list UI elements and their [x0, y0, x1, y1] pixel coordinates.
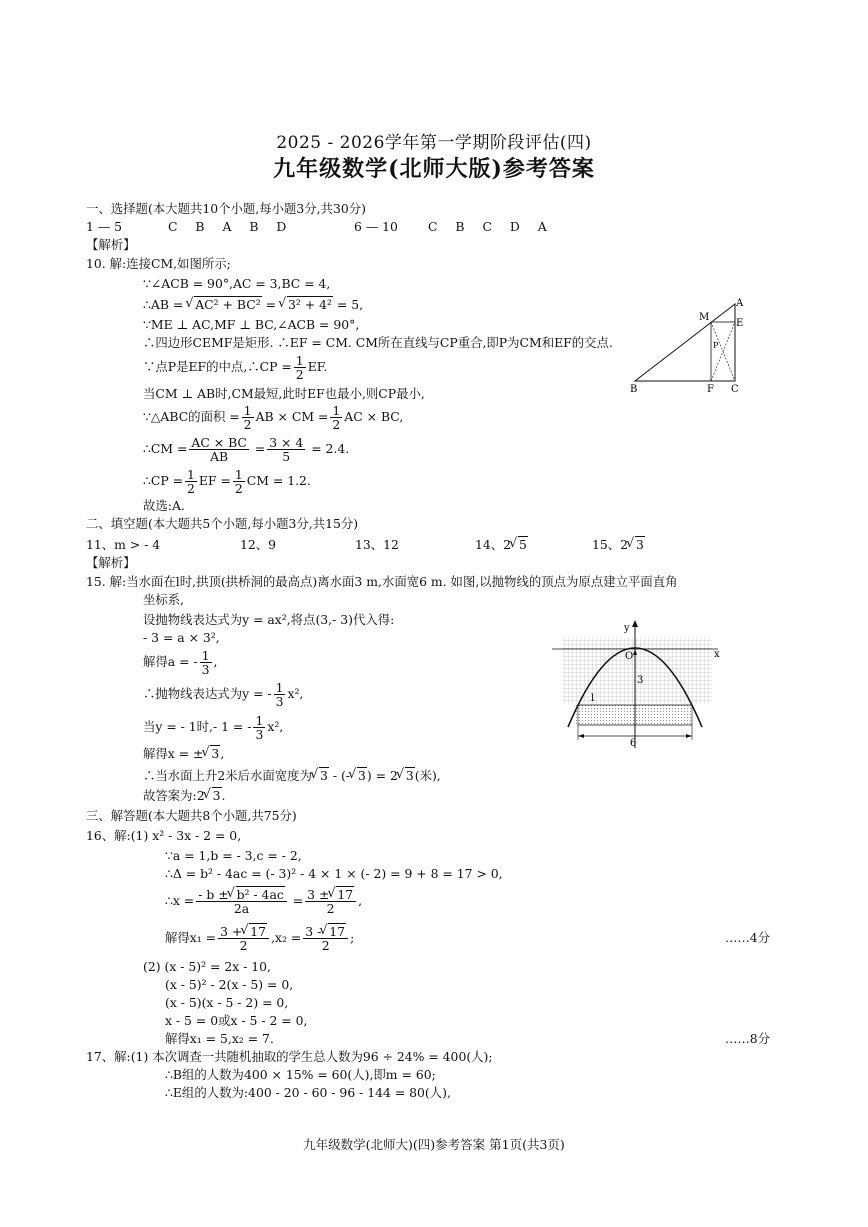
q16-line: x - 5 = 0或x - 5 - 2 = 0,	[165, 1013, 308, 1028]
q10-line: ∴四边形CEMF是矩形. ∴EF = CM. CM所在直线与CP重合,即P为CM和EF的交点.	[143, 335, 613, 350]
q17-line: ∴B组的人数为400 × 15% = 60(人),即m = 60;	[165, 1067, 436, 1082]
answers-1-5-label: 1 — 5	[86, 219, 123, 234]
page-footer: 九年级数学(北师大)(四)参考答案 第1页(共3页)	[303, 1137, 565, 1152]
sec1-heading: 一、选择题(本大题共10个小题,每小题3分,共30分)	[86, 201, 366, 216]
q10-line: ∴AB = √ AC² + BC² = √ 3² + 4² = 5,	[143, 297, 363, 313]
analysis-label: 【解析】	[86, 555, 136, 570]
q16-line: (x - 5)² - 2(x - 5) = 0,	[165, 977, 294, 992]
answer-14: 14、2√ 5	[475, 537, 528, 553]
answers-6-10-label: 6 — 10	[354, 219, 398, 234]
sec3-heading: 三、解答题(本大题共8个小题,共75分)	[86, 808, 297, 823]
q10-line: ∵△ABC的面积 = $\frac{1}{2}$ AB × CM = $\frac{1}{2}$ AC × BC,	[143, 403, 404, 432]
label-O: O	[625, 651, 634, 662]
q15-line: 当y = - 1时,- 1 = - $\frac{1}{3}$ x²,	[143, 713, 284, 742]
label-F: F	[707, 384, 714, 395]
q16-line: ∴x = $\frac{\text{- b ±√ b² - 4ac}}{2a}$ = $\frac{3 \pm√ 17}{2}$ ,	[165, 884, 362, 918]
answer-12: 12、9	[240, 537, 277, 552]
answers-6-10: C B C D A	[428, 219, 547, 234]
q15-line: ∴抛物线表达式为y = - $\frac{1}{3}$ x²,	[143, 680, 304, 709]
q16-line: ∵a = 1,b = - 3,c = - 2,	[165, 848, 302, 863]
q16-line: 解得x₁ = $\frac{3 +√ 17}{2}$ ,x₂ = $\frac{3 -√ 17}{2}$ ;	[165, 921, 354, 955]
q10-line: ∵ME ⊥ AC,MF ⊥ BC,∠ACB = 90°,	[143, 317, 360, 332]
triangle-figure	[625, 296, 750, 396]
q15-line: 15. 解:当水面在l时,拱顶(拱桥洞的最高点)离水面3 m,水面宽6 m. 如图,以抛物线的顶点为原点建立平面直角	[86, 574, 678, 589]
label-C: C	[731, 384, 739, 395]
parabola-figure	[548, 620, 728, 748]
q15-line: - 3 = a × 3²,	[143, 630, 220, 645]
answer-13: 13、12	[355, 537, 399, 552]
q15-line: 解得x = ±√ 3,	[143, 746, 224, 762]
q10-line: ∵点P是EF的中点,∴CP = $\frac{1}{2}$ EF.	[143, 353, 328, 382]
label-l: l	[591, 693, 595, 704]
sec2-heading: 二、填空题(本大题共5个小题,每小题3分,共15分)	[86, 516, 359, 531]
q15-line: 故答案为:2√ 3.	[143, 788, 225, 804]
q15-line: 解得a = - $\frac{1}{3}$ ,	[143, 648, 218, 677]
q10-line: 当CM ⊥ AB时,CM最短,此时EF也最小,则CP最小,	[143, 386, 425, 401]
answer-15: 15、2√ 3	[592, 537, 645, 553]
label-x: x	[714, 649, 720, 660]
q16-line: (x - 5)(x - 5 - 2) = 0,	[165, 995, 289, 1010]
score-4: ……4分	[724, 930, 770, 945]
score-8: ……8分	[724, 1031, 770, 1046]
q15-line: ∴当水面上升2米后水面宽度为√ 3 - (-√ 3) = 2√ 3(米),	[143, 768, 441, 784]
q16-line: 16、解:(1) x² - 3x - 2 = 0,	[86, 828, 242, 843]
q10-line: ∴CP = $\frac{1}{2}$ EF = $\frac{1}{2}$ CM = 1.2.	[143, 467, 311, 496]
label-B: B	[630, 384, 638, 395]
answer-11: 11、m > - 4	[86, 537, 161, 552]
label-6: 6	[630, 738, 637, 748]
label-M: M	[699, 312, 710, 323]
q17-line: ∴E组的人数为:400 - 20 - 60 - 96 - 144 = 80(人),	[165, 1085, 451, 1100]
q10-line: ∵∠ACB = 90°,AC = 3,BC = 4,	[143, 276, 331, 291]
q16-line: (2) (x - 5)² = 2x - 10,	[143, 959, 271, 974]
answer-title: 九年级数学(北师大版)参考答案	[273, 156, 595, 182]
q16-line: 解得x₁ = 5,x₂ = 7.	[165, 1031, 274, 1046]
label-P: P	[713, 341, 719, 350]
q10-line: ∴CM = $\frac{AC \times BC}{AB}$ = $\frac{3 \times 4}{5}$ = 2.4.	[143, 435, 350, 464]
label-E: E	[736, 318, 744, 329]
analysis-label: 【解析】	[86, 237, 136, 252]
q10-line: 10. 解:连接CM,如图所示;	[86, 256, 231, 271]
q15-line: 设抛物线表达式为y = ax²,将点(3,- 3)代入得:	[143, 612, 395, 627]
exam-title: 2025 - 2026学年第一学期阶段评估(四)	[276, 133, 592, 153]
q15-line: 坐标系,	[143, 592, 185, 607]
label-3: 3	[637, 675, 644, 686]
answers-1-5: C B A B D	[168, 219, 287, 234]
q17-line: 17、解:(1) 本次调查一共随机抽取的学生总人数为96 ÷ 24% = 400(人);	[86, 1049, 493, 1064]
label-A: A	[736, 298, 744, 309]
label-y: y	[624, 623, 630, 634]
q10-line: 故选:A.	[143, 498, 185, 513]
q16-line: ∴Δ = b² - 4ac = (- 3)² - 4 × 1 × (- 2) = 9 + 8 = 17 > 0,	[165, 866, 503, 881]
